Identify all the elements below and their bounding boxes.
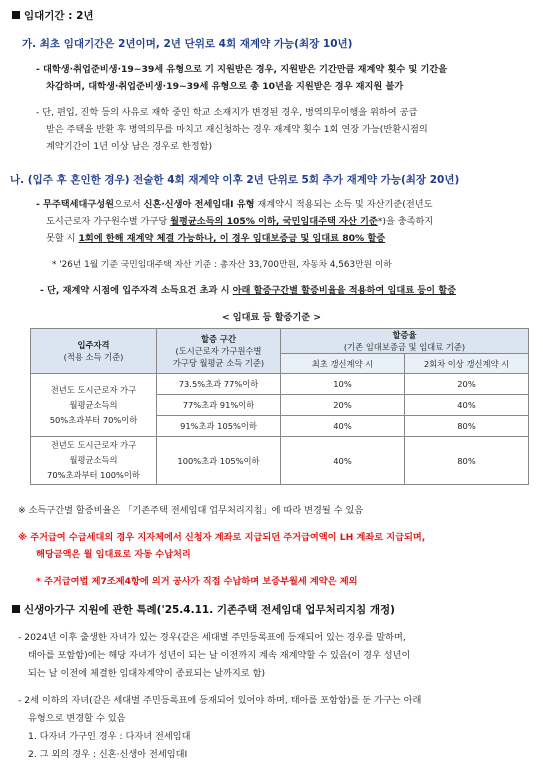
newborn-bullet2-line1: - 2세 이하의 자녀(같은 세대별 주민등록표에 등재되어 있어야 하며, 태아를 포함함)를 둔 가구는 아래 [18,695,422,706]
header-subtext: (도시근로자 가구원수별 [175,346,262,356]
newborn-item2: 2. 그 외의 경우 : 신혼·신생아 전세임대Ⅰ [28,749,188,760]
group2-qualification [31,437,157,485]
note-housing-benefit-line2: 해당금액은 월 임대료로 자동 수납처리 [36,549,191,560]
table-cell-first: 20% [281,395,405,416]
newborn-bullet1-line3: 되는 날 이전에 체결한 임대차계약이 종료되는 날까지로 함) [28,668,266,679]
header-text: 할증율 [392,330,417,340]
na-bullet1-line2 [46,214,433,230]
section-title: 임대기간 : 2년 [24,10,94,22]
cell-text: 70%초과부터 100%이하 [47,470,140,480]
ga-bullet1-line1: - 대학생·취업준비생·19~39세 유형으로 기 지원받은 경우, 지원받은 기간만큼 재계약 횟수 및 기간을 [36,64,448,75]
text-bold: - 무주택세대구성원 [36,199,115,210]
square-bullet-icon [12,605,20,613]
text: - 단, 재계약 시점에 입주자격 소득요건 초과 시 [40,285,233,296]
header-qualification [31,329,157,374]
header-first-renewal: 최초 갱신계약 시 [281,354,405,374]
table-caption: < 임대료 등 할증기준 > [221,312,322,323]
ga-bullet2-line1: - 단, 편입, 진학 등의 사유로 재학 중인 학교 소재지가 변경된 경우, 병역의무이행을 위하여 공급 [36,107,418,118]
section-heading-lease-period [12,8,94,23]
note-housing-benefit-line1: ※ 주거급여 수급세대의 경우 지자체에서 신청자 계좌로 지급되던 주거급여액이 LH 계좌로 지급되며, [18,532,426,543]
group1-qualification [31,374,157,437]
table-cell-second: 80% [405,437,529,485]
cell-text: 월평균소득의 [69,455,118,465]
table-cell-range: 73.5%초과 77%이하 [157,374,281,395]
table-cell-range: 77%초과 91%이하 [157,395,281,416]
table-cell-second: 80% [405,416,529,437]
item-na: 나. (입주 후 혼인한 경우) 전술한 4회 재계약 이후 2년 단위로 5회 추가 재계약 가능(최장 20년) [10,174,460,186]
header-rate [281,329,529,354]
na-bullet1-line1 [36,197,432,213]
cell-text: 전년도 도시근로자 가구 [50,440,137,450]
header-second-renewal: 2회차 이상 갱신계약 시 [405,354,529,374]
note-housing-benefit-law: * 주거급여법 제7조제4항에 의거 공사가 직접 수납하며 보증부월세 계약은 제외 [36,576,358,587]
table-cell-second: 40% [405,395,529,416]
text: 으로서 [114,199,144,210]
text-bold-underline: 1회에 한해 재계약 체결 가능하나, 이 경우 임대보증금 및 임대료 80% 할증 [78,233,386,244]
header-subtext: (적용 소득 기준) [63,352,124,362]
text: *)을 충족하지 [377,216,434,227]
text: 못할 시 [46,233,79,244]
newborn-bullet1-line1: - 2024년 이후 출생한 자녀가 있는 경우(같은 세대별 주민등록표에 등재되어 있는 경우를 말하며, [18,632,406,643]
cell-text: 50%초과부터 70%이하 [49,414,138,425]
newborn-item1: 1. 다자녀 가구인 경우 : 다자녀 전세임대 [28,731,191,742]
note-surcharge-change: ※ 소득구간별 할증비율은 「기존주택 전세임대 업무처리지침」에 따라 변경될 수 있음 [18,505,364,516]
header-subtext: (기존 임대보증금 및 임대료 기준) [343,342,466,352]
cell-text: 전년도 도시근로자 가구 [50,384,137,395]
text: 재계약시 적용되는 소득 및 자산기준(전년도 [254,199,433,210]
surcharge-table [30,328,529,485]
item-ga: 가. 최초 임대기간은 2년이며, 2년 단위로 4회 재계약 가능(최장 10년) [22,38,353,50]
ga-bullet2-line3: 계약기간이 1년 이상 남은 경우로 한정함) [46,141,213,152]
text-underline: 아래 할증구간별 할증비율을 적용하여 임대료 등이 할증 [232,285,456,296]
text-bold: 신혼·신생아 전세임대Ⅰ 유형 [143,199,255,210]
newborn-bullet1-line2: 태아를 포함함)에는 해당 자녀가 성년이 되는 날 이전까지 계속 재계약할 수 있음(이 경우 성년이 [28,650,411,661]
table-cell-range: 100%초과 105%이하 [157,437,281,485]
square-bullet-icon [12,11,20,19]
section-title: 신생아가구 지원에 관한 특례('25.4.11. 기존주택 전세임대 업무처리지침 개정) [24,604,395,616]
header-subtext: 가구당 월평균 소득 기준) [172,358,265,368]
table-cell-first: 40% [281,437,405,485]
cell-text: 월평균소득의 [69,399,118,410]
table-cell-range: 91%초과 105%이하 [157,416,281,437]
text: 도시근로자 가구원수별 가구당 [46,216,171,227]
section-heading-newborn [12,602,395,617]
table-cell-first: 10% [281,374,405,395]
text-bold-underline: 월평균소득의 105% 이하, 국민임대주택 자산 기준 [170,216,378,227]
ga-bullet1-line2: 차감하며, 대학생·취업준비생·19~39세 유형으로 총 10년을 지원받은 경우 재지원 불가 [46,81,404,92]
na-bullet1-line3 [46,231,385,247]
na-bullet2 [40,283,456,299]
header-text: 할증 구간 [201,334,236,344]
ga-bullet2-line2: 받은 주택을 반환 후 병역의무를 마치고 재신청하는 경우 재계약 횟수 1회 연장 가능(반환시점의 [46,124,428,135]
table-cell-first: 40% [281,416,405,437]
header-text: 입주자격 [77,340,110,350]
table-cell-second: 20% [405,374,529,395]
na-asset-note: * '26년 1월 기준 국민임대주택 자산 기준 : 총자산 33,700만원, 자동차 4,563만원 이하 [52,260,392,270]
header-range [157,329,281,374]
newborn-bullet2-line2: 유형으로 변경할 수 있음 [28,713,126,724]
